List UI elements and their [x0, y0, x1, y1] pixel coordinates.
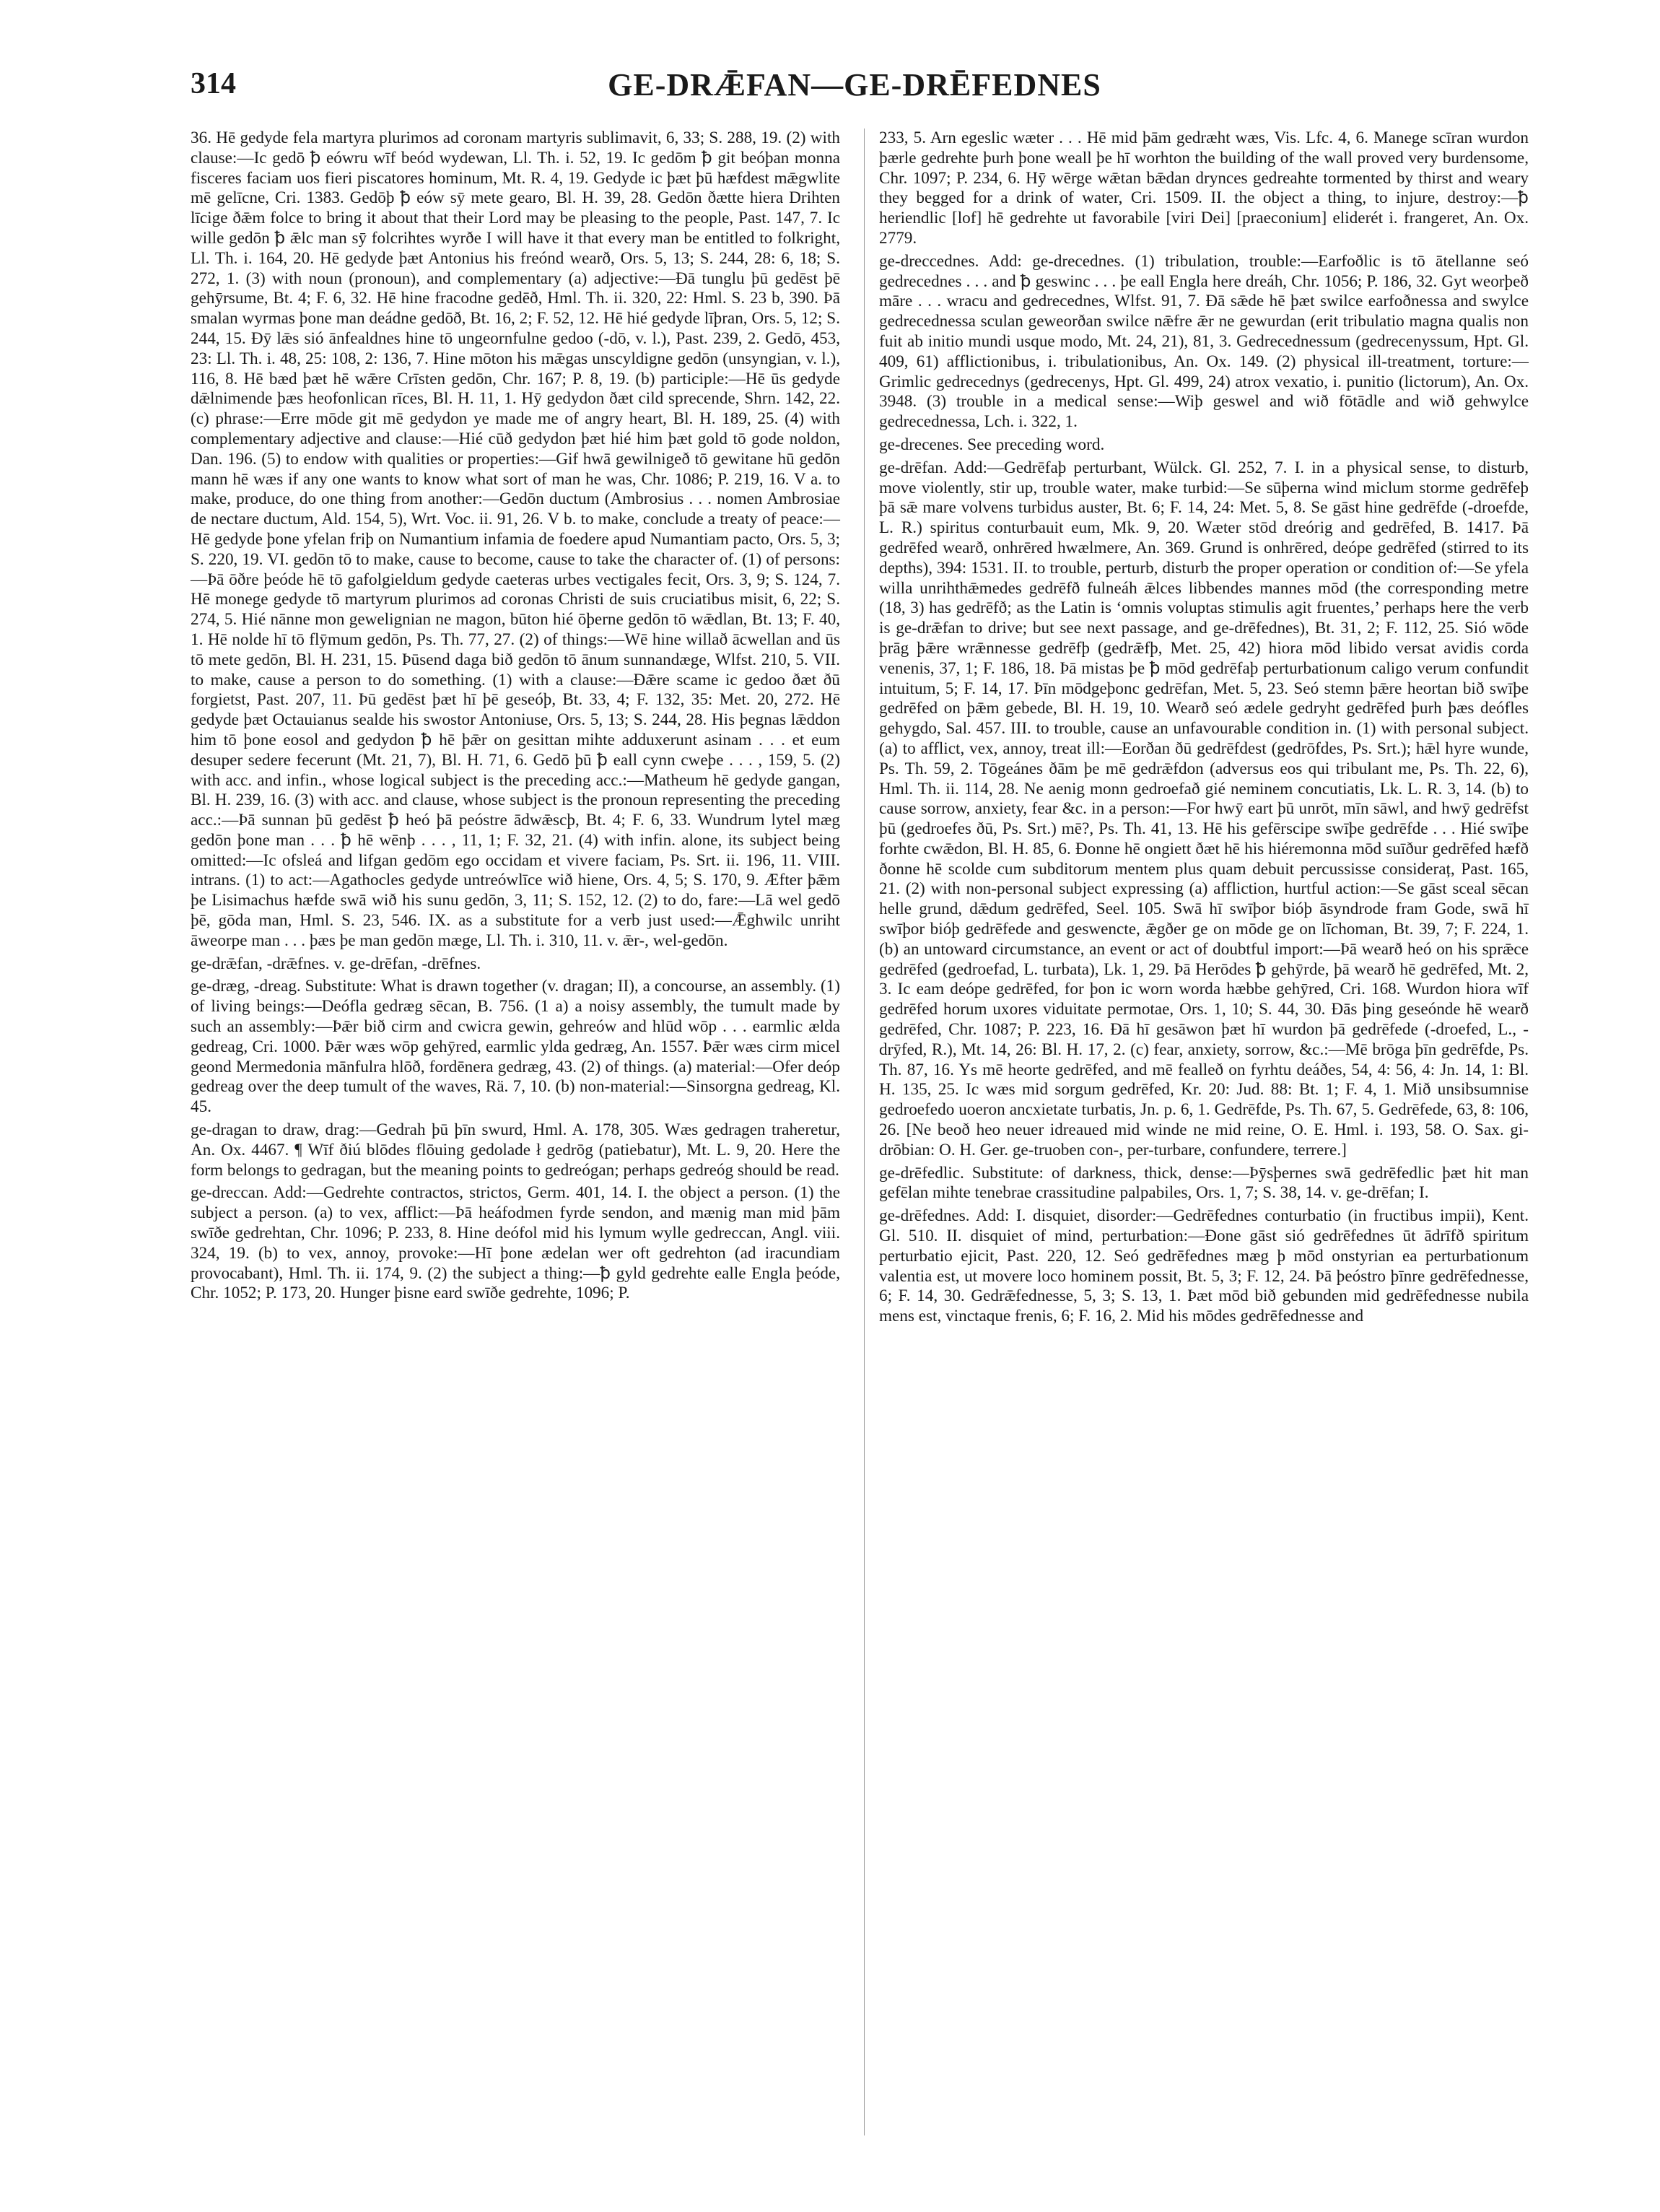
right-column	[879, 129, 1529, 1330]
entry-ge-draefan: ge-drǣfan, -drǣfnes. v. ge-drēfan, -drēfnes.	[191, 954, 481, 973]
entry-ge-drefednes: ge-drēfednes. Add: I. disquiet, disorder:—Gedrēfednes conturbatio (in fructibus impii), Kent. Gl. 510. II. disquiet of mind, perturbation:—Ðone gāst sió gedrēfednes ūt ādrīfð spiritum perturbatio ejicit, Past. 220, 12. Seó gedrēfednes mæg þ mōd onstyrian ea perturbationum valentia est, ut movere loco hominem possit, Bt. 5, 3; F. 12, 24. Þā þeóstro þīnre gedrēfednesse, 6; F. 14, 30. Gedrǣfednesse, 5, 3; S. 13, 1. Þæt mōd bið gebunden mid gedrēfednesse nubila mens est, vinctaque frenis, 6; F. 16, 2. Mid his mōdes gedrēfednesse and	[879, 1206, 1529, 1326]
left-column	[191, 129, 840, 1307]
entry-gedon-continued: 36. Hē gedyde fela martyra plurimos ad coronam martyris sublimavit, 6, 33; S. 288, 19. (2) with clause:—Ic gedō ꝥ eówru wīf beód wydewan, Ll. Th. i. 52, 19. Ic gedōm ꝥ git beóþan monna fisceres faciam uos fieri piscatores hominum, Mt. R. 4, 19. Gedyde ic þæt þū hæfdest mǣgwlite mē gelīcne, Cri. 1383. Gedōþ ꝥ eów sȳ mete gearo, Bl. H. 39, 28. Gedōn ðætte hiera Drihten līcige ðǣm folce to bring it about that their Lord may be pleasing to the people, Past. 147, 7. Ic wille gedōn ꝥ ǣlc man sȳ folcrihtes wyrðe I will have it that every man be entitled to folkright, Ll. Th. i. 164, 20. Hē gedyde þæt Antonius his freónd wearð, Ors. 5, 13; S. 244, 28: 6, 18; S. 272, 1. (3) with noun (pronoun), and complementary (a) adjective:—Ðā tunglu þū gedēst þē gehȳrsume, Bt. 4; F. 6, 32. Hē hine fracodne gedēð, Hml. Th. ii. 320, 22: Hml. S. 23 b, 390. Þā smalan wyrmas þone man deádne gedōð, Bt. 16, 2; F. 52, 12. Hē hié gedyde līþran, Ors. 5, 12; S. 244, 15. Ðȳ lǣs sió ānfealdnes hine tō ungeornfulne gedoo (-dō, v. l.), Past. 239, 2. Gedō, 453, 23: Ll. Th. i. 48, 25: 108, 2: 136, 7. Hine mōton his mǣgas unscyldigne gedōn (unsyngian, v. l.), 116, 8. Hē bæd þæt hē wǣre Crīsten gedōn, Chr. 167; P. 8, 19. (b) participle:—Hē ūs gedyde dǣlnimende þæs heofonlican rīces, Bl. H. 11, 1. Hȳ gedydon ðæt cild sprecende, Shrn. 142, 22. (c) phrase:—Erre mōde git mē gedydon ye made me of angry heart, Bl. H. 189, 25. (4) with complementary adjective and clause:—Hié cūð gedydon þæt hié him þæt gold tō gode noldon, Dan. 196. (5) to endow with qualities or properties:—Gif hwā gewilnigeð tō gewitane hū gedōn mann hē wæs if any one wants to know what sort of man he was, Chr. 1086; P. 219, 16. V a. to make, produce, do one thing from another:—Gedōn ductum (Ambrosius . . . nomen Ambrosiae de nectare ductum, Ald. 154, 5), Wrt. Voc. ii. 91, 26. V b. to make, conclude a treaty of peace:—Hē gedyde þone yfelan friþ on Numantium infamia de foedere apud Numantiam pacto, Ors. 5, 3; S. 220, 19. VI. gedōn tō to make, cause to become, cause to take the character of. (1) of persons:—Þā ōðre þeóde hē tō gafolgieldum gedyde caeteras urbes vectigales fecit, Ors. 3, 9; S. 124, 7. Hē monege gedyde tō martyrum plurimos ad coronas Christi de suis cruciatibus misit, 6, 22; S. 274, 5. Hié nānne mon gewelignian ne magon, būton hié ōþerne gedōn tō wǣdlan, Bt. 13; F. 40, 1. Hē nolde hī tō flȳmum gedōn, Ps. Th. 77, 27. (2) of things:—Wē hine willað ācwellan and ūs tō mete gedōn, Bl. H. 231, 15. Þūsend daga bið gedōn tō ānum sunnandæge, Wlfst. 210, 5. VII. to make, cause a person to do something. (1) with a clause:—Ðǣre scame ic gedoo ðæt ðū forgietst, Past. 207, 11. Þū gedēst þæt hī þē geseóþ, Bt. 33, 4; F. 132, 35: Met. 20, 272. Hē gedyde þæt Octauianus sealde his swostor Antoniuse, Ors. 5, 13; S. 244, 28. His þegnas lǣddon him tō þone eosol and gedydon ꝥ hē þǣr on gesittan mihte adduxerunt asinam . . . et eum desuper sedere fecerunt (Mt. 21, 7), Bl. H. 71, 6. Gedō þū ꝥ eall cynn cweþe . . . , 159, 5. (2) with acc. and infin., whose logical subject is the preceding acc.:—Matheum hē gedyde gangan, Bl. H. 239, 16. (3) with acc. and clause, whose subject is the pronoun representing the preceding acc.:—Þā sunnan þū gedēst ꝥ heó þā peóstre ādwǣscþ, Bt. 4; F. 6, 33. Wundrum lytel mæg gedōn þone man . . . ꝥ hē wēnþ . . . , 11, 1; F. 32, 21. (4) with infin. alone, its subject being omitted:—Ic ofsleá and lifgan gedōm ego occidam et vivere faciam, Ps. Srt. ii. 196, 11. VIII. intrans. (1) to act:—Agathocles gedyde untreówlīce wið hiene, Ors. 4, 5; S. 170, 9. Æfter þǣm þe Lisimachus hæfde swā wið his sunu gedōn, 3, 11; S. 152, 12. (2) to do, fare:—Lā wel gedō þē, gōda man, Hml. S. 23, 546. IX. as a substitute for a verb just used:—Ǣghwilc unriht āweorpe man . . . þæs þe man gedōn mæge, Ll. Th. i. 310, 11. v. ǣr-, wel-gedōn.	[191, 129, 840, 950]
entry-ge-drecenes: ge-drecenes. See preceding word.	[879, 435, 1105, 454]
entry-ge-drefan: ge-drēfan. Add:—Gedrēfaþ perturbant, Wülck. Gl. 252, 7. I. in a physical sense, to disturb, move violently, stir up, trouble water, make turbid:—Se sūþerna wind miclum storme gedrēfeþ þā sǣ mare volvens turbidus auster, Bt. 6; F. 14, 24: Met. 5, 8. Se gāst hine gedrēfde (-droefde, L. R.) spiritus conturbauit eum, Mk. 9, 20. Wæter stōd dreórig and gedrēfed, B. 1417. Þā gedrēfed wearð, onhrēred hwælmere, An. 369. Grund is onhrēred, deópe gedrēfed (stirred to its depths), 394: 1531. II. to trouble, perturb, disturb the proper operation or condition of:—Se yfela willa unrihthǣmedes gedrēfð fulneáh ǣlces libbendes mannes mōd (the corresponding metre (18, 3) has gedrēfð; as the Latin is ‘omnis voluptas stimulis agit fruentes,’ perhaps here the verb is ge-drǣfan to drive; but see next passage, and ge-drēfednes), Bt. 31, 2; F. 112, 25. Sió wōde þrāg þǣre wrǣnnesse gedrēfþ (gedrǣfþ, Met. 25, 42) hiora mōd libido versat avidis corda venenis, 37, 1; F. 186, 18. Þā mistas þe ꝥ mōd gedrēfaþ perturbationum caligo verum confundit intuitum, 5; F. 14, 17. Þīn mōdgeþonc gedrēfan, Met. 5, 23. Seó stemn þǣre heortan bið swīþe gedrēfed on þǣm gebede, Bl. H. 19, 10. Wearð seó ædele gedryht gedrēfed þurh þæs deófles gehygdo, Sal. 457. III. to trouble, cause an unfavourable condition in. (1) with personal subject. (a) to afflict, vex, annoy, treat ill:—Eorðan ðū gedrēfdest (gedrōfdes, Ps. Srt.); hǣl hyre wunde, Ps. Th. 59, 2. Tōgeánes ðām þe mē gedrǣfdon (adversus eos qui tribulant me, Ps. Th. 22, 6), Hml. Th. ii. 114, 28. Ne aenig monn gedroefað gié neminem concutiatis, Lk. L. R. 3, 14. (b) to cause sorrow, anxiety, fear &c. in a person:—For hwȳ eart þū unrōt, mīn sāwl, and hwȳ gedrēfst þū (gedroefes ðū, Ps. Srt.) mē?, Ps. Th. 41, 13. Hē his gefērscipe swīþe gedrēfde . . . Hié swīþe forhte cwǣdon, Bl. H. 85, 6. Ðonne hē ongiett ðæt hē his hiéremonna mōd suīður gedrēfed hæfð ðonne hē scolde cum subditorum mentem plus quam debuit percussisse consideraț, Past. 165, 21. (2) with non-personal subject expressing (a) affliction, hurtful action:—Se gāst sceal sēcan helle grund, dǣdum gedrēfed, Seel. 105. Swā hī swīþor bióþ āsyndrode fram Gode, swā hī swīþor bióþ gedrēfede and geswencte, ǣgðer ge on mōde ge on līchoman, Bt. 39, 7; F. 224, 1. (b) an untoward circumstance, an event or act of doubtful import:—Þā wearð heó on his sprǣce gedrēfed (gedroefad, L. turbata), Lk. 1, 29. Þā Herōdes ꝥ gehȳrde, þā wearð hē gedrēfed, Mt. 2, 3. Ic eam deópe gedrēfed, for þon ic worn worda hæbbe gehȳred, Cri. 168. Wurdon hiora wīf gedrēfed horum uxores viduitate permotae, Ors. 1, 10; S. 44, 30. Ðās þing geseónde hē wearð gedrēfed, Chr. 1087; P. 223, 16. Ðā hī gesāwon þæt hī wurdon þā gedrēfede (-droefed, L., -drȳfed, R.), Mt. 14, 26: Bl. H. 17, 2. (c) fear, anxiety, sorrow, &c.:—Mē brōga þīn gedrēfde, Ps. Th. 87, 16. Ys mē heorte gedrēfed, and mē fealleð on fyrhtu deáðes, 54, 4: 56, 4: Jn. 14, 1: Bl. H. 135, 25. Ic wæs mid sorgum gedrēfed, Kr. 20: Jud. 88: Bt. 1; F. 4, 1. Mið unsibsumnise gedroefedo uoeron ancxietate turbatis, Jn. p. 6, 1. Gedrēfde, Ps. Th. 67, 5. Gedrēfede, 63, 8: 106, 26. [Ne beoð heo neuer idreaued mid winde ne mid reine, O. E. Hml. i. 193, 58. O. Sax. gi-drōbian: O. H. Ger. ge-truoben con-, per-turbare, confundere, terrere.]	[879, 458, 1529, 1159]
page-header	[191, 66, 1519, 110]
entry-ge-dreccan: ge-dreccan. Add:—Gedrehte contractos, strictos, Germ. 401, 14. I. the object a person. (1) the subject a person. (a) to vex, afflict:—Þā heáfodmen fyrde sendon, and mænig man mid þām swīðe gedrehtan, Chr. 1096; P. 233, 8. Hine deófol mid his lymum wylle gedreccan, Angl. viii. 324, 19. (b) to vex, annoy, provoke:—Hī þone ædelan wer oft gedrehton (ad iracundiam provocabant), Hml. Th. ii. 174, 9. (2) the subject a thing:—ꝥ gyld gedrehte ealle Engla þeóde, Chr. 1052; P. 173, 20. Hunger þisne eard swīðe gedrehte, 1096; P.	[191, 1183, 840, 1303]
running-head: GE-DRǢFAN—GE-DRĒFEDNES	[608, 67, 1101, 103]
entry-ge-dreccednes: ge-dreccednes. Add: ge-drecednes. (1) tribulation, trouble:—Earfoðlic is tō ātellanne seó gedrecednes . . . and ꝥ geswinc . . . þe eall Engla here dreáh, Chr. 1056; P. 186, 32. Gyt weorþeð māre . . . wracu and gedrecednes, Wlfst. 91, 7. Ðā sǣde hē þæt swilce earfoðnessa and swylce gedrecednessa sculan geweorðan swilce nǣfre ǣr ne gewurdan (erit tribulatio magna qualis non fuit ab initio mundi usque modo, Mt. 24, 21), 81, 3. Gedrecednessum (gedrecenyssum, Hpt. Gl. 409, 61) afflictionibus, i. tribulationibus, An. Ox. 149. (2) physical ill-treatment, torture:—Grimlic gedrecednys (gedrecenys, Hpt. Gl. 499, 24) atrox vexatio, i. punitio (lictorum), An. Ox. 3948. (3) trouble in a medical sense:—Wiþ geswel and wið fōtādle and wið gehwylce gedrecednessa, Lch. i. 322, 1.	[879, 251, 1529, 432]
entry-ge-dragan: ge-dragan to draw, drag:—Gedrah þū þīn swurd, Hml. A. 178, 305. Wæs gedragen traheretur, An. Ox. 4467. ¶ Wīf ðiú blōdes flōuing gedolade ł gedrōg (patiebatur), Mt. L. 9, 20. Here the form belongs to gedragan, but the meaning points to gedreógan; perhaps gedreóg should be read.	[191, 1120, 840, 1180]
page-number: 314	[191, 67, 236, 100]
column-divider	[864, 129, 865, 2135]
entry-ge-draeg: ge-dræg, -dreag. Substitute: What is drawn together (v. dragan; II), a concourse, an assembly. (1) of living beings:—Deófla gedræg sēcan, B. 756. (1 a) a noisy assembly, the tumult made by such an assembly:—Þǣr bið cirm and cwicra gewin, gehreów and hlūd wōp . . . earmlic ælda gedreag, Cri. 1000. Þǣr wæs wōp gehȳred, earmlic ylda gedræg, An. 1557. Þǣr wæs cirm micel geond Mermedonia mānfulra hlōð, fordēnera gedræg, 43. (2) of things. (a) material:—Ofer deóp gedreag over the deep tumult of the waves, Rä. 7, 10. (b) non-material:—Sinsorgna gedreag, Kl. 45.	[191, 977, 840, 1117]
entry-ge-drefedlic: ge-drēfedlic. Substitute: of darkness, thick, dense:—Þȳsþernes swā gedrēfedlic þæt hit man gefēlan mihte tenebrae crassitudine palpabiles, Ors. 1, 7; S. 38, 14. v. ge-drēfan; I.	[879, 1163, 1529, 1203]
entry-ge-dreccan-continued: 233, 5. Arn egeslic wæter . . . Hē mid þām gedræht wæs, Vis. Lfc. 4, 6. Manege scīran wurdon þærle gedrehte þurh þone weall þe hī worhton the building of the wall proved very burdensome, Chr. 1097; P. 234, 6. Hȳ wērge wǣtan bǣdan drynces gedreahte tormented by thirst and weary they begged for a drink of water, Cri. 1509. II. the object a thing, to injure, destroy:—ꝥ heriendlic [lof] hē gedrehte ut favorabile [viri Dei] [praeconium] eliderét i. frangeret, An. Ox. 2779.	[879, 129, 1529, 248]
